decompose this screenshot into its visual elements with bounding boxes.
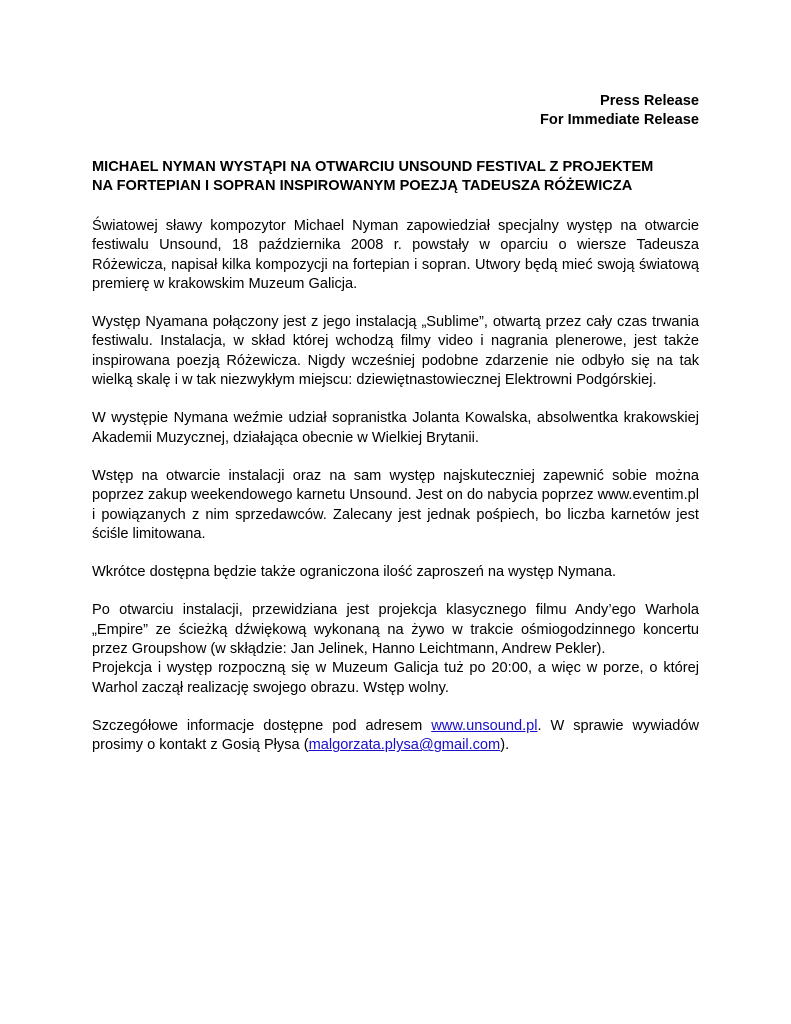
- paragraph-contact: [92, 717, 699, 756]
- email-link[interactable]: malgorzata.plysa@gmail.com: [308, 737, 501, 754]
- release-header: [92, 92, 699, 130]
- paragraph-projection-time: Projekcja i występ rozpoczną się w Muzeum Galicja tuż po 20:00, a więc w porze, o której Warhol zaczął realizację swojego obrazu. Wstęp wolny.: [92, 660, 699, 696]
- press-release-label: Press Release: [600, 93, 699, 109]
- paragraph-warhol-projection: Po otwarciu instalacji, przewidziana jest projekcja klasycznego filmu Andy’ego Warhola „Empire” ze ścieżką dźwiękową wykonaną na żywo w trakcie ośmiogodzinnego koncertu przez Groupshow (w skłądzie: Jan Jelinek, Hanno Leichtmann, Andrew Pekler).: [92, 602, 699, 658]
- headline-line-1: MICHAEL NYMAN WYSTĄPI NA OTWARCIU UNSOUND FESTIVAL Z PROJEKTEM: [92, 159, 654, 175]
- paragraph-tickets: Wstęp na otwarcie instalacji oraz na sam występ najskuteczniej zapewnić sobie można poprzez zakup weekendowego karnetu Unsound. Jest on do nabycia poprzez www.eventim.pl i powiązanych z nim sprzedawców. Zalecany jest jednak pośpiech, bo liczba karnetów jest ściśle limitowana.: [92, 467, 699, 542]
- contact-prefix: Szczegółowe informacje dostępne pod adresem: [92, 717, 432, 734]
- paragraph-intro: Światowej sławy kompozytor Michael Nyman zapowiedział specjalny występ na otwarcie festiwalu Unsound, 18 października 2008 r. powstały w oparciu o wiersze Tadeusza Różewicza, napisał kilka kompozycji na fortepian i sopran. Utwory będą mieć swoją światową premierę w krakowskim Muzeum Galicja.: [92, 218, 699, 292]
- contact-suffix: ).: [500, 737, 510, 754]
- paragraph-installation: Występ Nyamana połączony jest z jego instalacją „Sublime”, otwartą przez cały czas trwania festiwalu. Instalacja, w skład której wchodzą filmy video i nagrania plenerowe, jest także inspirowana poezją Różewicza. Nigdy wcześniej podobne zdarzenie nie odbyło się na tak wielką skalę i w tak niezwykłym miejscu: dziewiętnastowiecznej Elektrowni Podgórskiej.: [92, 314, 699, 389]
- headline: [92, 158, 699, 196]
- website-link[interactable]: www.unsound.pl: [431, 717, 538, 734]
- headline-line-2: NA FORTEPIAN I SOPRAN INSPIROWANYM POEZJĄ TADEUSZA RÓŻEWICZA: [92, 178, 633, 194]
- contact-middle: . W sprawie wywiadów prosimy o kontakt z Gosią Płysa (: [92, 717, 699, 754]
- paragraph-invitations: Wkrótce dostępna będzie także ograniczona ilość zaproszeń na występ Nymana.: [92, 564, 617, 581]
- paragraph-soprano: W występie Nymana weźmie udział sopranistka Jolanta Kowalska, absolwentka krakowskiej Akademii Muzycznej, działająca obecnie w Wielkiej Brytanii.: [92, 410, 699, 446]
- immediate-release-label: For Immediate Release: [540, 112, 699, 128]
